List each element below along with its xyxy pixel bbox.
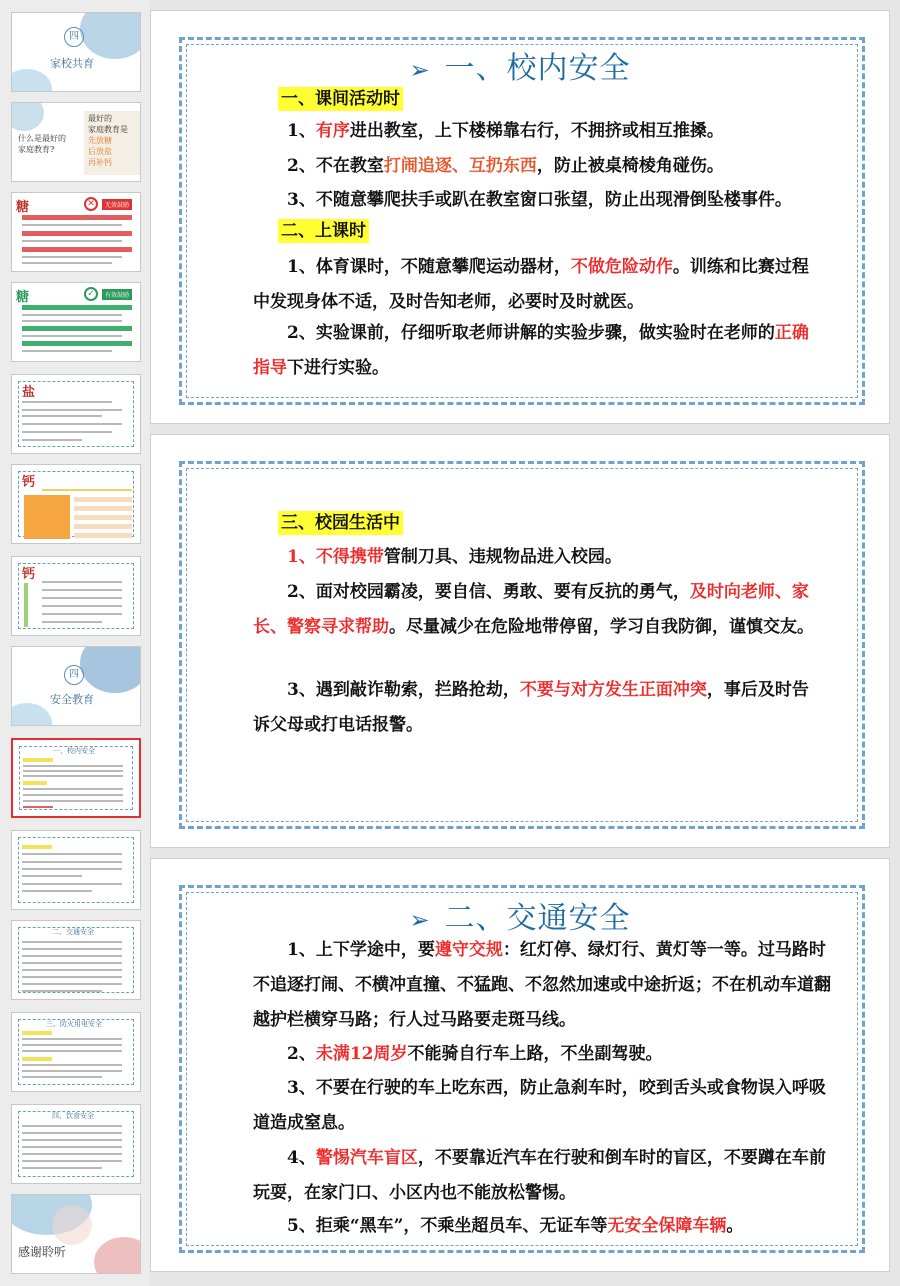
paragraph: 3、遇到敲诈勒索，拦路抢劫，不要与对方发生正面冲突，事后及时告诉父母或打电话报警。 (253, 680, 809, 735)
subheading-class: 二、上课时 (278, 219, 369, 243)
slide-school-safety[interactable] (150, 10, 890, 424)
thumbnail-slide-7[interactable] (11, 556, 141, 636)
slide-thumbnail-panel[interactable] (0, 0, 150, 1286)
paragraph: 5、拒乘“黑车”，不乘坐超员车、无证车等无安全保障车辆。 (287, 1216, 744, 1236)
paragraph: 1、不得携带管制刀具、违规物品进入校园。 (287, 547, 622, 567)
paragraph: 4、警惕汽车盲区，不要靠近汽车在行驶和倒车时的盲区，不要蹲在车前玩耍，在家门口、小区内也不能放松警惕。 (253, 1148, 826, 1203)
thumb-heading: 二、交通安全 (52, 928, 94, 936)
thumb-question: 什么是最好的家庭教育? (18, 134, 66, 154)
arrow-icon: ➢ (409, 56, 431, 84)
paragraph: 1、上下学途中，要遵守交规：红灯停、绿灯行、黄灯等一等。过马路时不追逐打闹、不横冲直撞、不猛跑、不忽然加速或中途折返；不在机动车道翻越护栏横穿马路；行人过马路要走斑马线。 (253, 940, 831, 1030)
thumb-head: 糖 (16, 200, 30, 215)
thumbnail-slide-12[interactable] (11, 1012, 141, 1092)
paragraph: 3、不要在行驶的车上吃东西，防止急刹车时，咬到舌头或食物误入呼吸道造成窒息。 (253, 1078, 826, 1133)
thumbnail-slide-10[interactable] (11, 830, 141, 910)
thumb-answer: 最好的 家庭教育是 先放糖 后放盐 再补钙 (88, 114, 128, 167)
paragraph: 2、不在教室打闹追逐、互扔东西，防止被桌椅棱角碰伤。 (287, 156, 724, 176)
paragraph: 1、体育课时，不随意攀爬运动器材，不做危险动作。训练和比赛过程中发现身体不适，及时告知老师，必要时及时就医。 (253, 257, 809, 312)
check-icon: ✓ (84, 287, 98, 301)
slide-heading: ➢ 一、校内安全 (409, 51, 631, 86)
paragraph: 1、有序进出教室，上下楼梯靠右行，不拥挤或相互推搡。 (287, 121, 724, 141)
thumb-number: 四 (64, 665, 84, 685)
paragraph: 2、未满12周岁不能骑自行车上路，不坐副驾驶。 (287, 1044, 663, 1064)
thumb-title: 家校共育 (50, 57, 94, 70)
thumb-number: 四 (64, 27, 84, 47)
thumbnail-slide-4[interactable] (11, 282, 141, 362)
thumb-head: 钙 (22, 475, 36, 490)
thumbnail-slide-14[interactable] (11, 1194, 141, 1274)
subheading-recess: 一、课间活动时 (278, 87, 403, 111)
paragraph: 3、不随意攀爬扶手或趴在教室窗口张望，防止出现滑倒坠楼事件。 (287, 190, 792, 210)
thumbnail-slide-2[interactable] (11, 102, 141, 182)
thumbnail-slide-9[interactable] (11, 738, 141, 818)
thumb-badge: 无效鼓励 (102, 199, 132, 210)
thumb-head: 钙 (22, 567, 36, 582)
paragraph: 2、面对校园霸凌，要自信、勇敢、要有反抗的勇气，及时向老师、家长、警察寻求帮助。尽量减少在危险地带停留，学习自我防御，谨慎交友。 (253, 582, 814, 637)
paragraph: 2、实验课前，仔细听取老师讲解的实验步骤，做实验时在老师的正确指导下进行实验。 (253, 323, 809, 378)
thumb-badge: 有效鼓励 (102, 289, 132, 300)
slide-traffic-safety[interactable] (150, 858, 890, 1272)
thumb-heading: 三、防火用电安全 (46, 1020, 102, 1028)
slide-campus-life[interactable] (150, 434, 890, 848)
thumbnail-slide-1[interactable] (11, 12, 141, 92)
thumbnail-slide-13[interactable] (11, 1104, 141, 1184)
thumbnail-slide-3[interactable] (11, 192, 141, 272)
thumbnail-slide-6[interactable] (11, 464, 141, 544)
thumbnail-slide-5[interactable] (11, 374, 141, 454)
thumb-title: 感谢聆听 (18, 1245, 67, 1259)
thumb-head: 盐 (22, 385, 36, 400)
thumb-heading: 一、校内安全 (53, 747, 95, 755)
subheading-campus: 三、校园生活中 (278, 511, 403, 535)
thumb-title: 安全教育 (50, 693, 94, 706)
thumb-heading: 四、饮食安全 (52, 1112, 94, 1120)
thumb-head: 糖 (16, 290, 30, 305)
thumbnail-slide-8[interactable] (11, 646, 141, 726)
cross-icon: ✕ (84, 197, 98, 211)
slide-heading: ➢ 二、交通安全 (409, 901, 631, 936)
arrow-icon: ➢ (409, 906, 431, 934)
thumbnail-slide-11[interactable] (11, 920, 141, 1000)
